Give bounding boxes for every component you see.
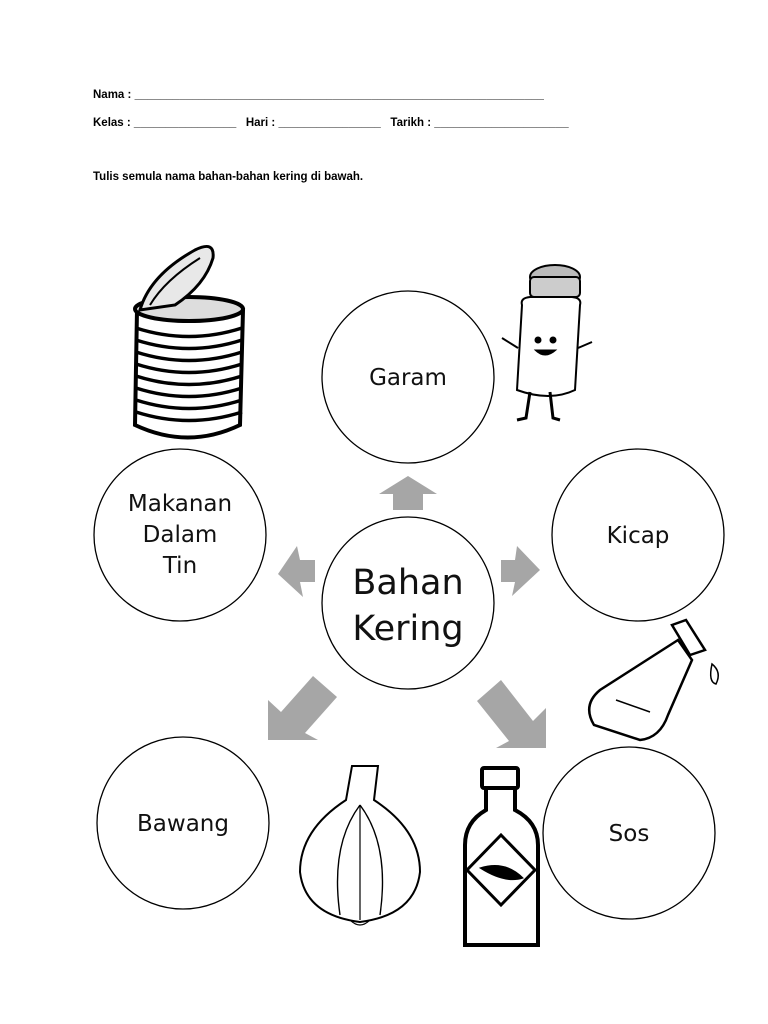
center-label-1: Bahan bbox=[352, 563, 464, 603]
instruction-text: Tulis semula nama bahan-bahan kering di bawah. bbox=[93, 171, 364, 183]
sos-label: Sos bbox=[608, 821, 650, 847]
garam-label: Garam bbox=[369, 365, 447, 391]
makanan-label-1: Makanan bbox=[127, 491, 233, 517]
kicap-label: Kicap bbox=[606, 523, 670, 549]
center-circle bbox=[322, 517, 494, 689]
tarikh-label: Tarikh : bbox=[390, 117, 432, 129]
makanan-label-2: Dalam bbox=[142, 522, 218, 548]
arrow-up bbox=[379, 476, 437, 510]
salt-shaker-icon bbox=[502, 265, 592, 420]
arrow-lower-left bbox=[268, 676, 337, 740]
arrow-upper-left bbox=[278, 546, 315, 597]
center-label-2: Kering bbox=[352, 609, 464, 649]
nama-blank[interactable]: ________________________________________________________________ bbox=[134, 89, 544, 101]
tin-can-icon bbox=[135, 246, 243, 437]
makanan-label-3: Tin bbox=[162, 553, 198, 579]
soy-sauce-bottle-icon bbox=[589, 620, 718, 740]
hari-label: Hari : bbox=[245, 117, 276, 129]
tarikh-blank[interactable]: _____________________ bbox=[434, 117, 569, 129]
garlic-icon bbox=[300, 766, 420, 925]
arrow-upper-right bbox=[501, 546, 540, 596]
bawang-label: Bawang bbox=[137, 811, 229, 837]
hari-blank[interactable]: ________________ bbox=[278, 117, 381, 129]
nama-label: Nama : bbox=[93, 89, 132, 101]
arrow-lower-right bbox=[477, 680, 546, 748]
kelas-label: Kelas : bbox=[93, 117, 131, 129]
sauce-bottle-icon bbox=[465, 768, 538, 945]
kelas-blank[interactable]: ________________ bbox=[133, 117, 237, 129]
